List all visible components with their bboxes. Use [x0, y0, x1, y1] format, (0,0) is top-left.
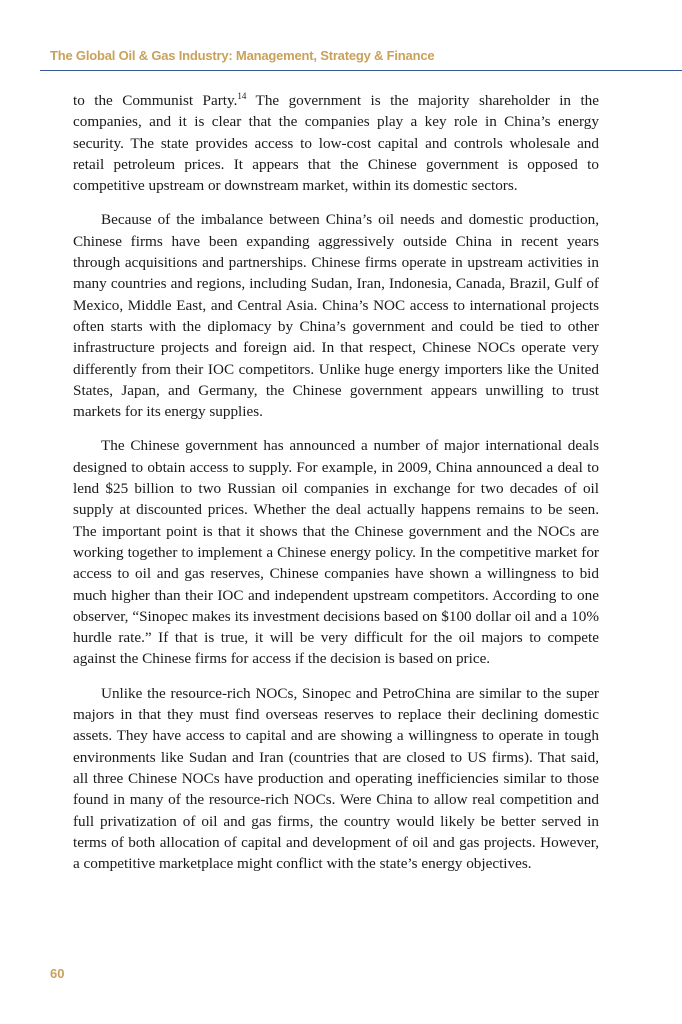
header-rule [40, 70, 682, 71]
paragraph-1-lead: to the Communist Party. [73, 92, 238, 109]
page-number: 60 [50, 966, 65, 981]
paragraph-1 [73, 90, 599, 196]
paragraph-1-rest: The government is the majority shareholder in the companies, and it is clear that the companies play a key role in China’s energy security. The state provides access to low-cost capital and controls wholesale and retail petroleum prices. It appears that the Chinese government is opposed to competitive upstream or downstream market, within its domestic sectors. [73, 92, 599, 195]
paragraph-3: The Chinese government has announced a number of major international deals designed to obtain access to supply. For example, in 2009, China announced a deal to lend $25 billion to two Russian oil companies in exchange for two decades of oil supply at discounted prices. Whether the deal actually happens remains to be seen. The important point is that it shows that the Chinese government and the NOCs are working together to implement a Chinese energy policy. In the competitive market for access to oil and gas reserves, Chinese companies have shown a willingness to bid much higher than their IOC and independent upstream competitors. According to one observer, “Sinopec makes its investment decisions based on $100 dollar oil and a 10% hurdle rate.” If that is true, it will be very difficult for the oil majors to compete against the Chinese firms for access if the decision is based on price. [73, 437, 599, 668]
paragraph-2: Because of the imbalance between China’s oil needs and domestic production, Chinese firms have been expanding aggressively outside China in recent years through acquisitions and partnerships. Chinese firms operate in upstream activities in many countries and regions, including Sudan, Iran, Indonesia, Canada, Brazil, Gulf of Mexico, Middle East, and Central Asia. China’s NOC access to international projects often starts with the diplomacy by China’s government and could be tied to other infrastructure projects and foreign aid. In that respect, Chinese NOCs operate very differently from their IOC competitors. Unlike huge energy importers like the United States, Japan, and Germany, the Chinese government appears unwilling to trust markets for its energy supplies. [73, 211, 599, 421]
paragraph-4: Unlike the resource-rich NOCs, Sinopec and PetroChina are similar to the super majors in that they must find overseas reserves to replace their declining domestic assets. They have access to capital and are showing a willingness to operate in tough environments like Sudan and Iran (countries that are closed to US firms). That said, all three Chinese NOCs have production and operating inefficiencies similar to those found in many of the resource-rich NOCs. Were China to allow real competition and full privatization of oil and gas firms, the country would likely be better served in terms of both allocation of capital and development of oil and gas projects. However, a competitive marketplace might conflict with the state’s energy objectives. [73, 684, 599, 873]
running-header: The Global Oil & Gas Industry: Management, Strategy & Finance [50, 48, 435, 63]
footnote-marker[interactable]: 14 [237, 90, 247, 101]
body-text [73, 90, 599, 887]
